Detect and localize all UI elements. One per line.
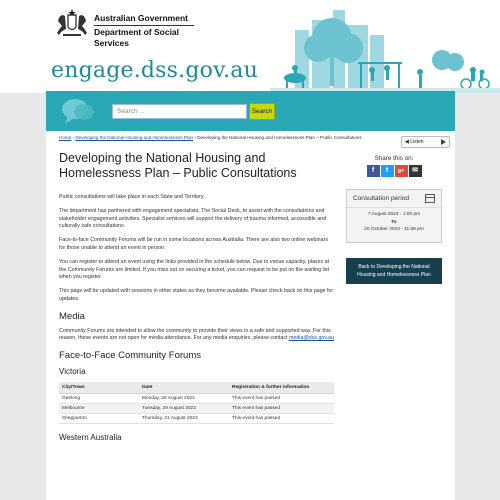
search-bar-region xyxy=(46,91,455,131)
consultation-start: 7 August 2023 - 1:00 pm xyxy=(367,212,421,217)
media-email-link[interactable]: media@dss.gov.au xyxy=(288,335,334,342)
search-button[interactable]: Search xyxy=(249,103,275,120)
listen-button[interactable] xyxy=(401,136,450,148)
consultation-period-box xyxy=(346,189,442,243)
site-header xyxy=(0,0,500,93)
google-plus-icon[interactable]: g+ xyxy=(395,165,408,177)
table-cell: Shepparton xyxy=(59,413,139,423)
breadcrumb xyxy=(59,135,362,140)
sidebar xyxy=(346,155,442,284)
table-row xyxy=(59,393,334,403)
speaker-icon: ◀ xyxy=(405,139,409,145)
table-cell: This event has passed xyxy=(229,403,334,413)
column-header: City/Town xyxy=(59,382,139,394)
government-name: Australian Government xyxy=(94,13,194,26)
government-logo[interactable] xyxy=(54,9,194,48)
consultation-to: To xyxy=(391,219,397,225)
paragraph: This page will be updated with sessions in other states as they become available. Please check back on this page for updates. xyxy=(59,288,334,302)
share-label: Share this on: xyxy=(374,155,414,162)
table-cell: This event has passed xyxy=(229,413,334,423)
speech-bubbles-icon xyxy=(60,97,96,125)
search-input[interactable]: Search ... xyxy=(112,104,247,119)
listen-label: Listen xyxy=(410,139,424,145)
table-cell: Tuesday, 29 August 2023 xyxy=(139,403,229,413)
main-content xyxy=(59,151,334,448)
consultation-end: 20 October 2023 - 11:59 pm xyxy=(364,227,424,232)
consultation-heading: Consultation period xyxy=(347,190,441,208)
breadcrumb-separator: › xyxy=(194,135,196,140)
calendar-icon xyxy=(425,194,435,203)
table-cell: Monday, 28 August 2023 xyxy=(139,393,229,403)
email-icon[interactable]: ✉ xyxy=(409,165,422,177)
paragraph: Public consultations will take place in each State and Territory. xyxy=(59,194,205,200)
community-scene-banner xyxy=(270,0,500,93)
site-title[interactable]: engage.dss.gov.au xyxy=(51,58,258,83)
breadcrumb-separator: › xyxy=(72,135,75,140)
department-name: Department of Social Services xyxy=(94,27,180,48)
media-paragraph xyxy=(59,328,334,343)
breadcrumb-home-link[interactable]: Home xyxy=(59,135,72,140)
table-cell: Thursday, 31 August 2023 xyxy=(139,413,229,423)
media-heading: Media xyxy=(59,310,85,322)
column-header: Registration & further information xyxy=(229,382,334,394)
content-area xyxy=(46,131,455,500)
table-cell: This event has passed xyxy=(229,393,334,403)
table-row xyxy=(59,403,334,413)
page-title: Developing the National Housing and Homelessness Plan – Public Consultations xyxy=(59,151,297,180)
paragraph: The department has partnered with engagement specialists, The Social Deck, to assist with the consultations and stakeholder engagement activities. Specialist services will support the delivery of trauma informed, accessible and culturally safe consultations. xyxy=(59,208,327,230)
media-text: Community Forums are intended to allow the community to provide their views in a safe and supported way. For this reason, these events are not open for media attendance. For any media enquiries, please contact xyxy=(59,327,331,342)
breadcrumb-current: Developing the National Housing and Homelessness Plan – Public Consultations xyxy=(197,135,362,140)
paragraph: You can register to attend an event using the links provided in the schedule below. Due to venue capacity, places at the Community Forums are limited. If you miss out on securing a ticket, you can request to be put on the waiting list when you register. xyxy=(59,259,330,281)
victoria-forums-table xyxy=(59,382,334,424)
forums-heading: Face-to-Face Community Forums xyxy=(59,349,202,361)
breadcrumb-parent-link[interactable]: Developing the National Housing and Homelessness Plan xyxy=(75,135,194,140)
twitter-icon[interactable]: t xyxy=(381,165,394,177)
back-button[interactable]: Back to Developing the National Housing and Homelessness Plan xyxy=(346,258,442,284)
table-cell: Geelong xyxy=(59,393,139,403)
table-header-row xyxy=(59,382,334,394)
play-icon xyxy=(441,139,446,145)
western-australia-heading: Western Australia xyxy=(59,432,122,442)
victoria-heading: Victoria xyxy=(59,366,86,376)
coat-of-arms-icon xyxy=(54,9,90,39)
share-buttons xyxy=(346,165,442,177)
table-cell: Melbourne xyxy=(59,403,139,413)
column-header: Date xyxy=(139,382,229,394)
table-row xyxy=(59,413,334,423)
paragraph: Face-to-face Community Forums will be run in some locations across Australia. There are also two online webinars for those unable to attend an event in person. xyxy=(59,237,328,251)
facebook-icon[interactable]: f xyxy=(367,165,380,177)
